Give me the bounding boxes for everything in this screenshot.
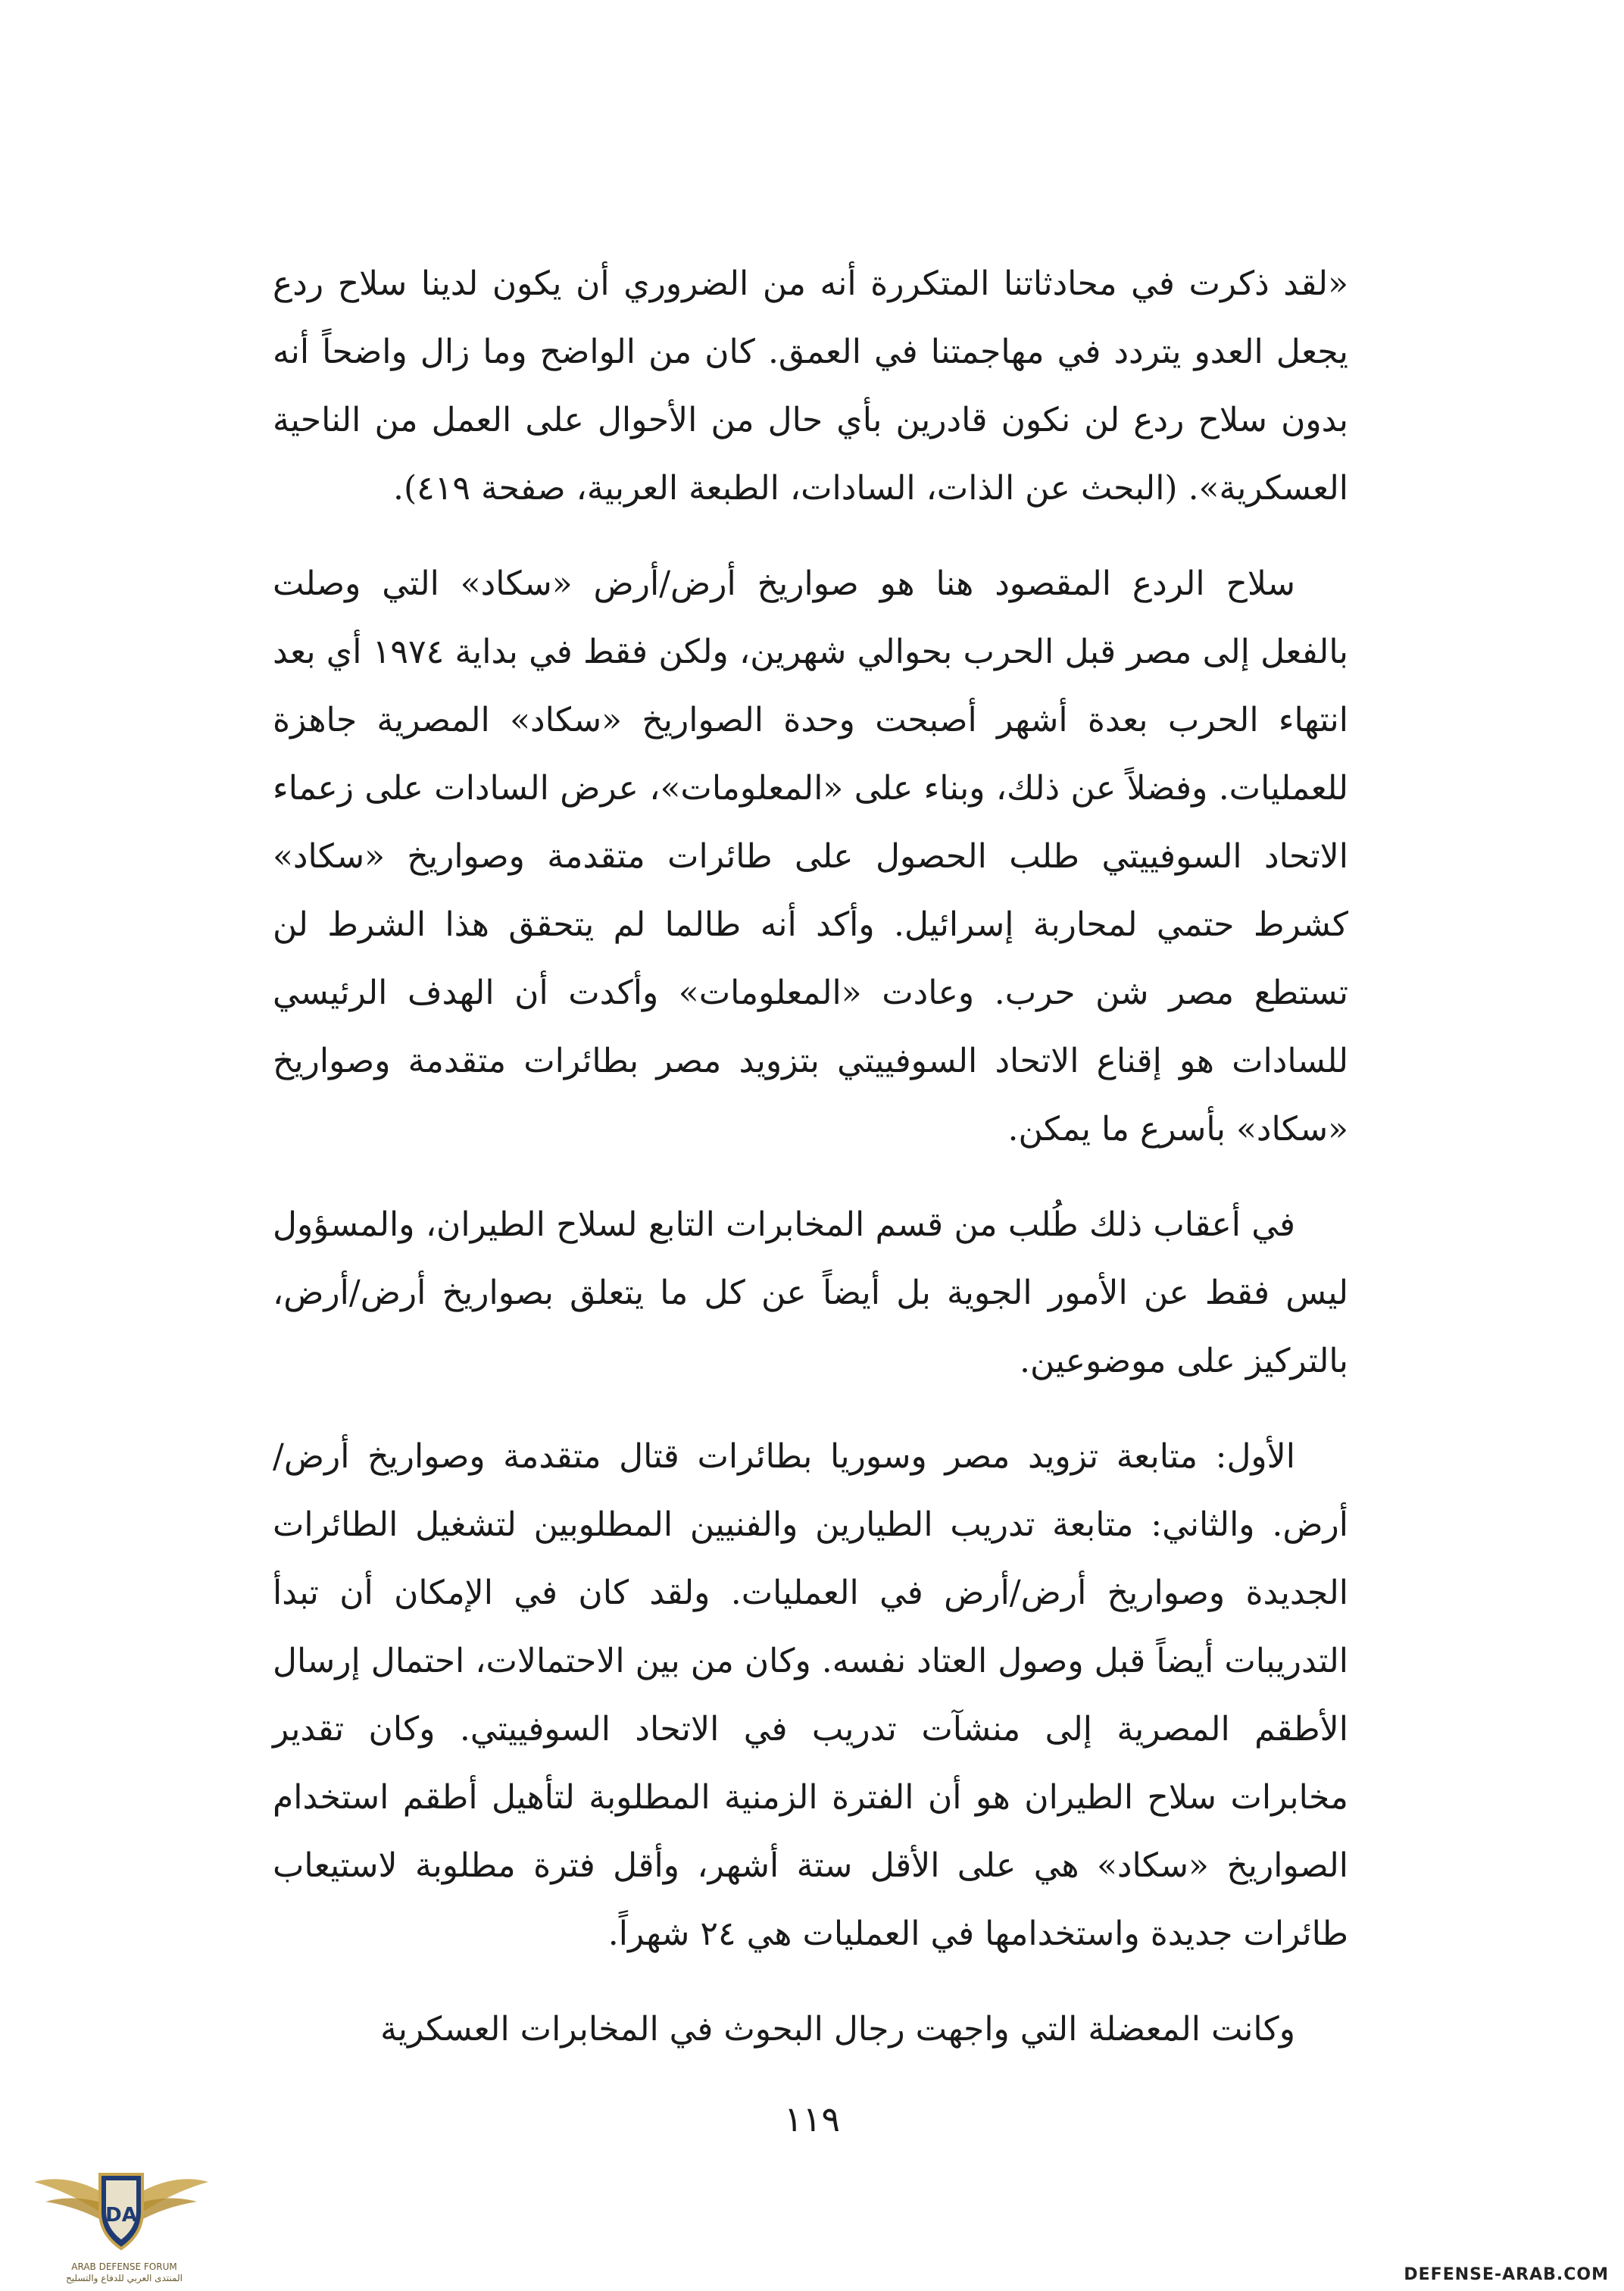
logo-caption-ar: المنتدى العربي للدفاع والتسليح — [66, 2273, 183, 2283]
site-watermark: DEFENSE-ARAB.COM — [1404, 2265, 1609, 2284]
page-number: ١١٩ — [783, 2099, 841, 2139]
logo-caption-en: ARAB DEFENSE FORUM — [71, 2261, 177, 2272]
body-paragraph: وكانت المعضلة التي واجهت رجال البحوث في المخابرات العسكرية — [380, 2010, 1295, 2049]
page-body — [273, 250, 1348, 2064]
body-paragraph: سلاح الردع المقصود هنا هو صواريخ أرض/أرض «سكاد» التي وصلت بالفعل إلى مصر قبل الحرب بحوالي شهرين، ولكن فقط في بداية ١٩٧٤ أي بعد انتهاء الحرب بعدة أشهر أصبحت وحدة الصواريخ «سكاد» المصرية جاهزة للعمليات. وفضلاً عن ذلك، وبناء على «المعلومات»، عرض السادات على زعماء الاتحاد السوفييتي طلب الحصول على طائرات متقدمة وصواريخ «سكاد» كشرط حتمي لمحاربة إسرائيل. وأكد أنه طالما لم يتحقق هذا الشرط لن تستطع مصر شن حرب. وعادت «المعلومات» وأكدت أن الهدف الرئيسي للسادات هو إقناع الاتحاد السوفييتي بتزويد مصر بطائرات متقدمة وصواريخ «سكاد» بأسرع ما يمكن. — [273, 564, 1348, 1149]
quote-paragraph: «لقد ذكرت في محادثاتنا المتكررة أنه من الضروري أن يكون لدينا سلاح ردع يجعل العدو يتردد في مهاجمتنا في العمق. كان من الواضح وما زال واضحاً أنه بدون سلاح ردع لن نكون قادرين بأي حال من الأحوال على العمل من الناحية العسكرية». (البحث عن الذات، السادات، الطبعة العربية، صفحة ٤١٩). — [273, 264, 1348, 508]
body-paragraph: الأول: متابعة تزويد مصر وسوريا بطائرات قتال متقدمة وصواريخ أرض/أرض. والثاني: متابعة تدريب الطيارين والفنيين المطلوبين لتشغيل الطائرات الجديدة وصواريخ أرض/أرض في العمليات. ولقد كان في الإمكان أن تبدأ التدريبات أيضاً قبل وصول العتاد نفسه. وكان من بين الاحتمالات، احتمال إرسال الأطقم المصرية إلى منشآت تدريب في الاتحاد السوفييتي. وكان تقدير مخابرات سلاح الطيران هو أن الفترة الزمنية المطلوبة لتأهيل أطقم استخدام الصواريخ «سكاد» هي على الأقل ستة أشهر، وأقل فترة مطلوبة لاستيعاب طائرات جديدة واستخدامها في العمليات هي ٢٤ شهراً. — [273, 1437, 1348, 1953]
logo-badge-text: DA — [105, 2204, 137, 2227]
logo-caption — [26, 2261, 223, 2284]
body-paragraph: في أعقاب ذلك طُلب من قسم المخابرات التابع لسلاح الطيران، والمسؤول ليس فقط عن الأمور الجوية بل أيضاً عن كل ما يتعلق بصواريخ أرض/أرض، بالتركيز على موضوعين. — [273, 1205, 1348, 1380]
